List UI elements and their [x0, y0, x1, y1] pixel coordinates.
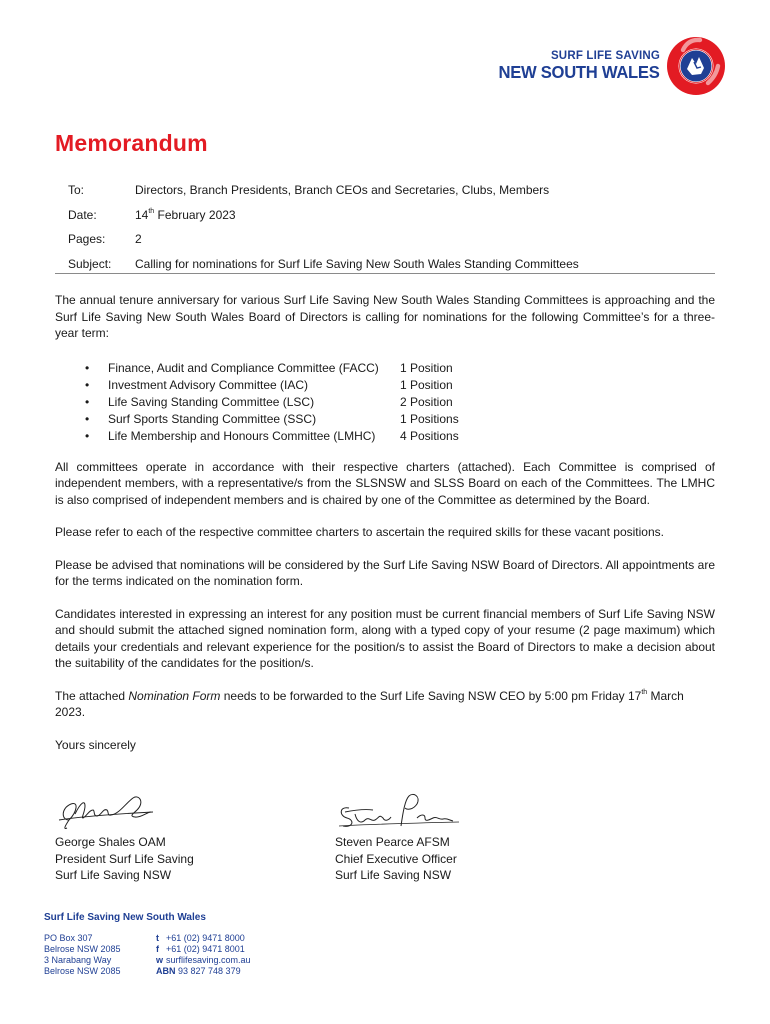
- fax-line: [156, 944, 251, 955]
- web-line: [156, 955, 251, 966]
- pages-label: Pages:: [68, 232, 106, 247]
- form-text-post: needs to be forwarded to the Surf Life Saving NSW CEO by 5:00 pm Friday 17: [220, 688, 642, 703]
- footer-contacts: [156, 933, 251, 977]
- committee-positions: 1 Position: [400, 377, 453, 392]
- phone-value: +61 (02) 9471 8000: [166, 933, 245, 943]
- subject-label: Subject:: [68, 256, 112, 271]
- committee-name: Surf Sports Standing Committee (SSC): [108, 411, 317, 426]
- closing-salutation: Yours sincerely: [55, 737, 136, 752]
- date-day-suffix: th: [148, 207, 155, 215]
- signatory-ceo: [335, 790, 465, 884]
- to-row: [68, 178, 579, 203]
- date-day: 14: [135, 207, 149, 222]
- fax-key: f: [156, 944, 159, 954]
- web-value: surflifesaving.com.au: [166, 955, 251, 965]
- address-line: 3 Narabang Way: [44, 955, 112, 965]
- form-text-end: March 2023.: [55, 688, 684, 719]
- memo-title: Memorandum: [55, 130, 208, 156]
- subject-value: Calling for nominations for Surf Life Saving New South Wales Standing Committees: [135, 256, 579, 271]
- signatory-title: President Surf Life Saving: [55, 851, 194, 866]
- committee-positions: 2 Position: [400, 394, 453, 409]
- form-date-suffix: th: [641, 688, 648, 696]
- memo-header-fields: [68, 178, 579, 276]
- abn-value: 93 827 748 379: [178, 966, 241, 976]
- pages-value: 2: [135, 232, 142, 247]
- list-item: [55, 428, 715, 445]
- signatory-title: Chief Executive Officer: [335, 851, 457, 866]
- to-label: To:: [68, 183, 85, 198]
- list-item: [55, 377, 715, 394]
- fax-value: +61 (02) 9471 8001: [166, 944, 245, 954]
- bullet-icon: •: [85, 360, 90, 375]
- committee-name: Life Membership and Honours Committee (LMHC): [108, 428, 376, 443]
- committee-list: [55, 360, 715, 445]
- footer-org-name: Surf Life Saving New South Wales: [44, 912, 206, 923]
- list-item: [55, 394, 715, 411]
- nomination-form-title: Nomination Form: [128, 688, 221, 703]
- letterhead-footer: [44, 912, 251, 977]
- footer-address: [44, 933, 156, 977]
- form-text-pre: The attached: [55, 688, 129, 703]
- bullet-icon: •: [85, 428, 90, 443]
- candidates-paragraph: Candidates interested in expressing an interest for any position must be current financial members of Surf Life Saving NSW and should submit the attached signed nomination form, along with a typed copy of your resume (2 page maximum) which details your credentials and relevant experience for the position/s to assist the Board of Directors to make a decision about the suitability of the candidates for the position/s.: [55, 606, 715, 670]
- abn-label: ABN: [156, 966, 176, 976]
- ceo-signature: [335, 790, 465, 834]
- address-line: PO Box 307: [44, 933, 93, 943]
- president-signature: [55, 790, 165, 834]
- web-key: w: [156, 955, 164, 965]
- signatory-org: Surf Life Saving NSW: [335, 868, 452, 882]
- committee-positions: 1 Positions: [400, 411, 459, 426]
- list-item: [55, 411, 715, 428]
- date-label: Date:: [68, 207, 97, 222]
- committee-name: Investment Advisory Committee (IAC): [108, 377, 309, 392]
- intro-paragraph: The annual tenure anniversary for various Surf Life Saving New South Wales Standing Committees is approaching and the Surf Life Saving New South Wales Board of Directors is calling for nominations for the following Committee’s for a three-year term:: [55, 293, 715, 340]
- date-value: [135, 208, 236, 222]
- nomination-form-paragraph: [55, 688, 715, 721]
- bullet-icon: •: [85, 411, 90, 426]
- address-line: Belrose NSW 2085: [44, 944, 121, 954]
- list-item: [55, 360, 715, 377]
- advised-paragraph: Please be advised that nominations will be considered by the Surf Life Saving NSW Board of Directors. All appointments are for the terms indicated on the nomination form.: [55, 557, 715, 588]
- date-month-year: February 2023: [154, 207, 236, 222]
- bullet-icon: •: [85, 394, 90, 409]
- logo-top-text: SURF LIFE SAVING: [550, 50, 660, 62]
- signatory-name: Steven Pearce AFSM: [335, 835, 450, 849]
- committee-name: Finance, Audit and Compliance Committee (FACC): [108, 360, 379, 375]
- charters-paragraph: All committees operate in accordance with their respective charters (attached). Each Committee is comprised of independent members, with a representative/s from the SLSNSW and SLSS Board on each of the Committees. The LMHC is also comprised of independent members and is chaired by one of the Committee as determined by the Board.: [55, 459, 715, 507]
- pages-row: [68, 227, 579, 252]
- signatory-org: Surf Life Saving NSW: [55, 868, 172, 882]
- surf-life-saving-seal-icon: [666, 36, 726, 96]
- phone-key: t: [156, 933, 159, 943]
- bullet-icon: •: [85, 377, 90, 392]
- refer-paragraph: Please refer to each of the respective committee charters to ascertain the required skills for these vacant positions.: [55, 525, 664, 539]
- memo-body: [55, 292, 715, 753]
- signatory-name: George Shales OAM: [55, 835, 166, 849]
- committee-name: Life Saving Standing Committee (LSC): [108, 394, 315, 409]
- slsnsw-logo: [490, 36, 726, 96]
- logo-bottom-text: NEW SOUTH WALES: [498, 62, 660, 82]
- date-row: [68, 203, 579, 228]
- header-divider: [55, 273, 715, 274]
- logo-wordmark: [490, 50, 660, 82]
- abn-line: [156, 966, 251, 977]
- address-line: Belrose NSW 2085: [44, 966, 121, 976]
- committee-positions: 4 Positions: [400, 428, 459, 443]
- committee-positions: 1 Position: [400, 360, 453, 375]
- signatory-president: [55, 790, 194, 884]
- to-value: Directors, Branch Presidents, Branch CEOs and Secretaries, Clubs, Members: [135, 183, 550, 198]
- phone-line: [156, 933, 251, 944]
